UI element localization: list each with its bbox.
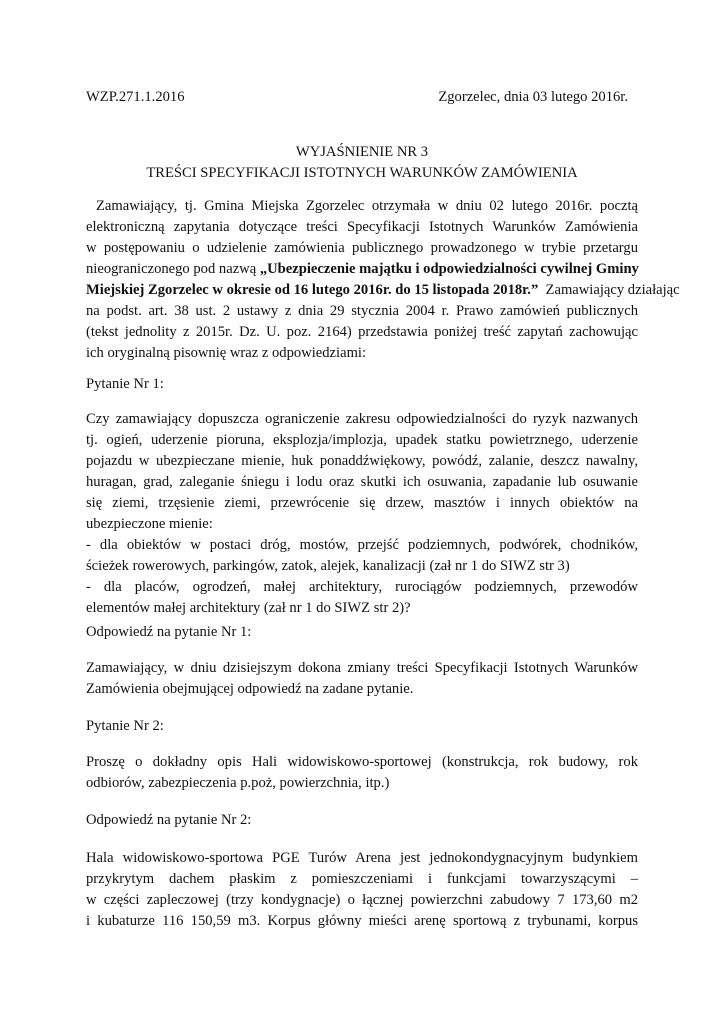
text-line: ich oryginalną pisownię wraz z odpowiedziami: [86,345,367,361]
text-line [86,259,638,280]
answer-2-heading: Odpowiedź na pytanie Nr 2: [86,812,252,828]
text-line: ubezpieczone mienie: [86,516,213,532]
text-line: elektroniczną zapytania dotyczące treści Specyfikacji Istotnych Warunków Zamówienia [86,219,638,235]
text-segment: nieograniczonego pod nazwą [86,261,260,277]
text-line: i kubaturze 116 150,59 m3. Korpus główny mieści arenę sportową z trybunami, korpus [86,913,638,929]
document-title: WYJAŚNIENIE NR 3 [295,144,429,160]
reference-number: WZP.271.1.2016 [86,89,185,105]
text-line: huragan, grad, zaleganie śniegu i lodu oraz skutki ich osuwania, zapadanie lub osuwanie [86,474,638,490]
text-line: Czy zamawiający dopuszcza ograniczenie zakresu odpowiedzialności do ryzyk nazwanych [86,411,638,427]
text-line: elementów małej architektury (zał nr 1 do SIWZ str 2)? [86,600,411,616]
text-line: odbiorów, zabezpieczenia p.poż, powierzchnia, itp.) [86,775,390,791]
text-line: na podst. art. 38 ust. 2 ustawy z dnia 29 stycznia 2004 r. Prawo zamówień publicznych [86,303,638,319]
text-line: Hala widowiskowo-sportowa PGE Turów Arena jest jednokondygnacyjnym budynkiem [86,850,638,866]
text-line: w części zapleczowej (trzy kondygnacje) o łącznej powierzchni zabudowy 7 173,60 m2 [86,892,638,908]
text-line: - dla placów, ogrodzeń, małej architektury, rurociągów podziemnych, przewodów [86,579,638,595]
question-2-heading: Pytanie Nr 2: [86,718,164,734]
text-line: Zamówienia obejmującej odpowiedź na zadane pytanie. [86,681,414,697]
answer-1-text [86,658,638,700]
text-line: się ziemi, trzęsienie ziemi, przewrócenie się drzew, masztów i innych obiektów na [86,495,638,511]
answer-2-text [86,848,638,932]
question-2-text [86,752,638,794]
text-line: tj. ogień, uderzenie pioruna, eksplozja/implozja, upadek statku powietrznego, uderzenie [86,432,638,448]
place-and-date: Zgorzelec, dnia 03 lutego 2016r. [438,89,628,105]
text-line [86,280,680,301]
question-1-text [86,409,638,619]
answer-1-heading: Odpowiedź na pytanie Nr 1: [86,624,252,640]
text-line: (tekst jednolity z 2015r. Dz. U. poz. 2164) przedstawia poniżej treść zapytań zachowując [86,324,638,340]
text-segment: Zamawiający działając [538,282,680,298]
tender-name-bold: Miejskiej Zgorzelec w okresie od 16 lutego 2016r. do 15 listopada 2018r.” [86,282,539,298]
text-line: ścieżek rowerowych, parkingów, zatok, alejek, kanalizacji (zał nr 1 do SIWZ str 3) [86,558,570,574]
text-line: Zamawiający, w dniu dzisiejszym dokona zmiany treści Specyfikacji Istotnych Warunków [86,660,638,676]
text-line: Zamawiający, tj. Gmina Miejska Zgorzelec otrzymała w dniu 02 lutego 2016r. pocztą [96,198,638,214]
text-line: pojazdu w ubezpieczane mienie, huk ponaddźwiękowy, powódź, zalanie, deszcz nawalny, [86,453,638,469]
tender-name-bold: „Ubezpieczenie majątku i odpowiedzialności cywilnej Gminy [259,261,639,277]
text-line: przykrytym dachem płaskim z pomieszczeniami i funkcjami towarzyszącymi – [86,871,638,887]
document-subtitle: TREŚCI SPECYFIKACJI ISTOTNYCH WARUNKÓW ZAMÓWIENIA [146,165,578,181]
intro-paragraph [86,196,680,364]
text-line: w postępowaniu o udzielenie zamówienia publicznego prowadzonego w trybie przetargu [86,240,638,256]
text-line: Proszę o dokładny opis Hali widowiskowo-sportowej (konstrukcja, rok budowy, rok [86,754,638,770]
question-1-heading: Pytanie Nr 1: [86,376,164,392]
text-line: - dla obiektów w postaci dróg, mostów, przejść podziemnych, podwórek, chodników, [86,537,638,553]
